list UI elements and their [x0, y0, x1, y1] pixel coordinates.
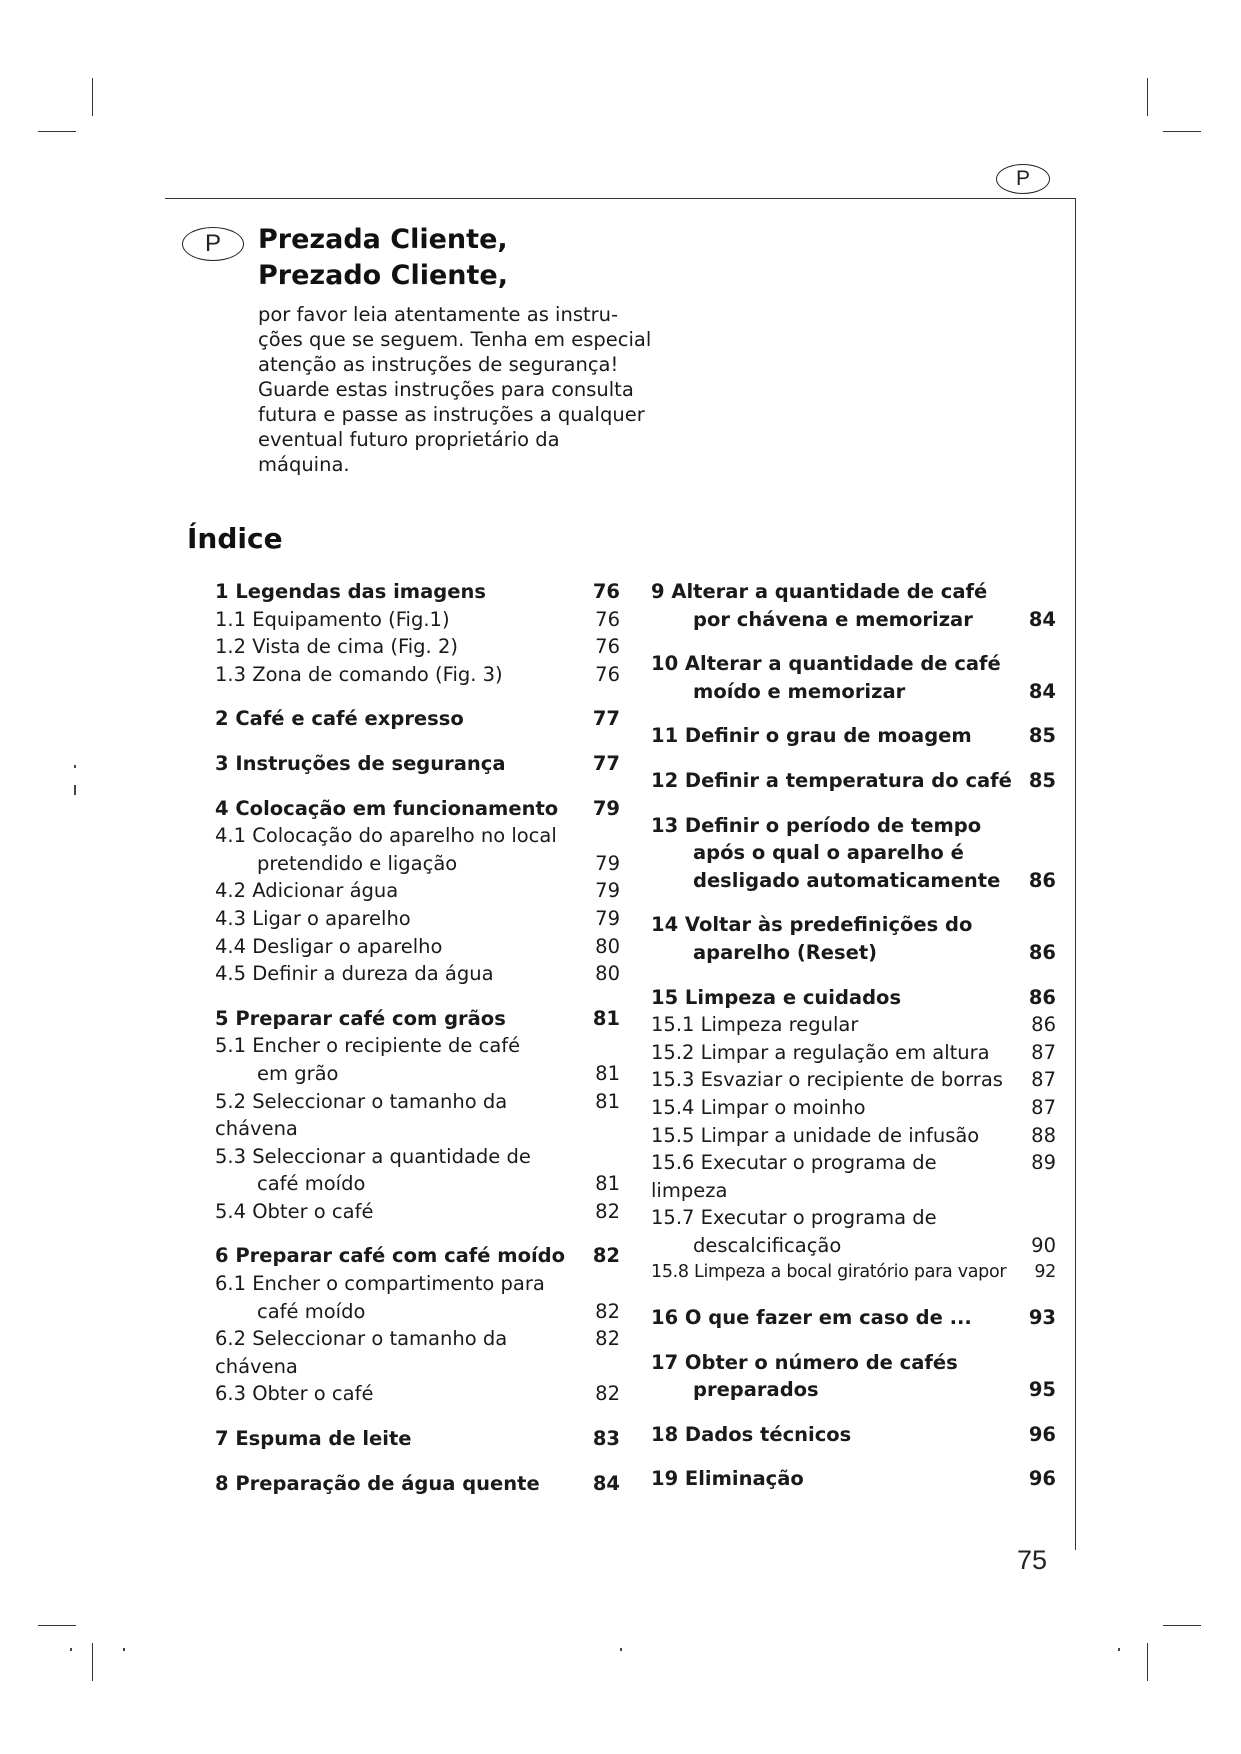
toc-page-number: 76: [592, 580, 620, 603]
toc-heading-entry[interactable]: [651, 578, 1056, 606]
toc-entry-label: 4.5 Definir a dureza da água: [215, 962, 494, 986]
toc-entry-label: 12 Definir a temperatura do café: [651, 768, 1012, 792]
toc-right-column: [651, 578, 1056, 1510]
crop-dot: [74, 765, 76, 768]
crop-mark: [92, 1643, 93, 1681]
toc-page-number: 79: [595, 851, 620, 875]
toc-page-number: 89: [1031, 1151, 1056, 1175]
toc-page-number: 79: [595, 879, 620, 903]
toc-entry-label: [651, 939, 1016, 967]
toc-heading-entry[interactable]: [215, 795, 620, 823]
toc-entry-label: 4.3 Ligar o aparelho: [215, 906, 411, 930]
toc-entry-label: 17 Obter o número de cafés: [651, 1350, 958, 1374]
toc-section: [651, 911, 1056, 966]
toc-entry-label: 4 Colocação em funcionamento: [215, 796, 559, 820]
toc-page-number: 81: [595, 1172, 620, 1196]
toc-page-number: 96: [1028, 1467, 1056, 1491]
toc-entry[interactable]: [215, 1060, 620, 1088]
toc-entry-label: [651, 839, 1016, 867]
toc-entry-label: 5.1 Encher o recipiente de café: [215, 1034, 521, 1058]
toc-entry-label: 16 O que fazer em caso de ...: [651, 1306, 972, 1330]
toc-entry-label: [651, 1232, 1016, 1260]
toc-entry-label: 4.4 Desligar o aparelho: [215, 934, 443, 958]
crop-mark: [1147, 1643, 1148, 1681]
toc-entry[interactable]: [651, 1122, 1056, 1150]
toc-section: [215, 795, 620, 988]
toc-page-number: 82: [595, 1199, 620, 1223]
toc-page-number: 76: [595, 607, 620, 631]
page-number: 75: [1017, 1545, 1048, 1575]
toc-entry-label: 10 Alterar a quantidade de café: [651, 652, 1001, 676]
toc-entry-continuation: por chávena e memorizar: [693, 607, 973, 631]
toc-entry-label: 5.3 Seleccionar a quantidade de: [215, 1144, 531, 1168]
toc-entry[interactable]: [215, 877, 620, 905]
toc-entry[interactable]: [215, 1170, 620, 1198]
toc-entry-label: 1 Legendas das imagens: [215, 580, 486, 603]
toc-entry-label: [215, 1060, 580, 1088]
toc-entry-label: 6.1 Encher o compartimento para: [215, 1272, 545, 1296]
toc-section: [651, 578, 1056, 633]
toc-entry[interactable]: [651, 1039, 1056, 1067]
toc-heading-entry[interactable]: [651, 1465, 1056, 1493]
toc-section: [215, 578, 620, 688]
toc-section: [215, 1005, 620, 1226]
toc-page-number: 88: [1031, 1123, 1056, 1147]
crop-dot: [1118, 1648, 1120, 1651]
intro-line: eventual futuro proprietário da: [258, 428, 560, 451]
toc-heading-entry[interactable]: [651, 911, 1056, 939]
toc-entry[interactable]: [651, 1232, 1056, 1260]
toc-heading-entry[interactable]: [651, 606, 1056, 634]
toc-section: [651, 767, 1056, 795]
toc-entry[interactable]: [215, 661, 620, 689]
greeting-language-badge: P: [182, 227, 244, 261]
toc-page-number: 86: [1031, 1013, 1056, 1037]
toc-page-number: 76: [595, 635, 620, 659]
toc-entry-label: 13 Definir o período de tempo: [651, 813, 982, 837]
toc-entry-continuation: café moído: [257, 1299, 366, 1323]
crop-dot: [620, 1648, 622, 1651]
toc-entry-label: 15.5 Limpar a unidade de infusão: [651, 1123, 980, 1147]
toc-page-number: 87: [1031, 1068, 1056, 1092]
toc-entry-label: 5.2 Seleccionar o tamanho da chávena: [215, 1089, 508, 1141]
toc-page-number: 84: [1028, 607, 1056, 631]
toc-heading-entry[interactable]: [651, 678, 1056, 706]
toc-page-number: 86: [1028, 940, 1056, 964]
toc-heading-entry[interactable]: [215, 578, 620, 606]
toc-entry-label: 15.8 Limpeza a bocal giratório para vapor: [651, 1262, 1007, 1283]
toc-heading-entry[interactable]: [651, 1376, 1056, 1404]
toc-page-number: 85: [1028, 768, 1056, 792]
toc-heading-entry[interactable]: [651, 722, 1056, 750]
toc-page-number: 86: [1028, 868, 1056, 892]
toc-entry-label: 15.4 Limpar o moinho: [651, 1095, 866, 1119]
toc-section: [215, 1470, 620, 1498]
toc-entry[interactable]: [651, 1149, 1056, 1204]
toc-entry[interactable]: [215, 933, 620, 961]
toc-entry[interactable]: [215, 633, 620, 661]
toc-entry-label: [651, 678, 1016, 706]
toc-section: [651, 650, 1056, 705]
toc-entry-continuation: desligado automaticamente: [693, 868, 1001, 892]
index-title: Índice: [187, 522, 283, 555]
toc-entry[interactable]: [651, 1259, 1056, 1287]
toc-page-number: 80: [595, 934, 620, 958]
toc-left-column: [215, 578, 620, 1514]
toc-entry-continuation: aparelho (Reset): [693, 940, 878, 964]
toc-entry-label: 4.2 Adicionar água: [215, 879, 399, 903]
toc-page-number: 84: [1028, 679, 1056, 703]
toc-heading-entry[interactable]: [651, 812, 1056, 840]
greeting-title-line: Prezada Cliente,: [258, 224, 508, 255]
toc-entry-continuation: café moído: [257, 1172, 366, 1196]
toc-page-number: 81: [595, 1061, 620, 1085]
toc-section: [651, 812, 1056, 895]
toc-entry[interactable]: [215, 1380, 620, 1408]
crop-dot: [123, 1648, 125, 1651]
toc-section: [651, 984, 1056, 1288]
toc-entry[interactable]: [215, 1088, 620, 1143]
toc-page-number: 82: [595, 1382, 620, 1406]
toc-entry-label: 6 Preparar café com café moído: [215, 1244, 566, 1268]
toc-entry[interactable]: [215, 1325, 620, 1380]
toc-page-number: 79: [592, 796, 620, 820]
intro-line: ções que se seguem. Tenha em especial: [258, 328, 652, 351]
toc-page-number: 82: [595, 1299, 620, 1323]
toc-entry-label: 11 Definir o grau de moagem: [651, 724, 972, 748]
toc-page-number: 85: [1028, 724, 1056, 748]
toc-entry-label: 15.2 Limpar a regulação em altura: [651, 1040, 990, 1064]
toc-section: [651, 1421, 1056, 1449]
toc-entry-label: 4.1 Colocação do aparelho no local: [215, 824, 557, 848]
toc-entry[interactable]: [215, 1270, 620, 1298]
toc-heading-entry[interactable]: [215, 1425, 620, 1453]
toc-entry[interactable]: [651, 1204, 1056, 1232]
toc-entry-continuation: moído e memorizar: [693, 679, 906, 703]
toc-entry[interactable]: [651, 1011, 1056, 1039]
toc-page-number: 82: [595, 1327, 620, 1351]
toc-page-number: 82: [592, 1244, 620, 1268]
greeting-title-line: Prezado Cliente,: [258, 260, 508, 291]
toc-section: [651, 722, 1056, 750]
toc-page-number: 76: [595, 662, 620, 686]
toc-entry-continuation: em grão: [257, 1061, 339, 1085]
toc-heading-entry[interactable]: [215, 1242, 620, 1270]
toc-page-number: 86: [1028, 985, 1056, 1009]
toc-page-number: 96: [1028, 1422, 1056, 1446]
toc-page-number: 93: [1028, 1306, 1056, 1330]
intro-line: futura e passe as instruções a qualquer: [258, 403, 645, 426]
toc-section: [215, 1425, 620, 1453]
toc-page-number: 79: [595, 906, 620, 930]
toc-entry-label: 6.2 Seleccionar o tamanho da chávena: [215, 1327, 508, 1378]
toc-page-number: 77: [592, 707, 620, 731]
toc-entry-label: 5.4 Obter o café: [215, 1199, 374, 1223]
crop-mark: [38, 131, 76, 132]
toc-entry-label: 9 Alterar a quantidade de café: [651, 580, 988, 603]
toc-entry[interactable]: [215, 1298, 620, 1326]
intro-line: Guarde estas instruções para consulta: [258, 378, 634, 401]
toc-entry[interactable]: [651, 1066, 1056, 1094]
toc-entry-label: 1.3 Zona de comando (Fig. 3): [215, 662, 503, 686]
toc-heading-entry[interactable]: [651, 1349, 1056, 1377]
toc-entry[interactable]: [215, 960, 620, 988]
toc-page-number: 84: [592, 1471, 620, 1495]
intro-paragraph: [258, 302, 678, 477]
toc-entry[interactable]: [215, 905, 620, 933]
toc-entry-label: 19 Eliminação: [651, 1467, 804, 1491]
toc-heading-entry[interactable]: [651, 939, 1056, 967]
intro-line: atenção as instruções de segurança!: [258, 353, 619, 376]
toc-entry-label: [651, 606, 1016, 634]
toc-heading-entry[interactable]: [215, 750, 620, 778]
toc-entry-continuation: pretendido e ligação: [257, 851, 458, 875]
toc-section: [651, 1304, 1056, 1332]
language-badge: P: [996, 164, 1050, 194]
toc-entry-continuation: descalcificação: [693, 1233, 842, 1257]
toc-entry-label: 18 Dados técnicos: [651, 1422, 852, 1446]
toc-entry-label: 15.3 Esvaziar o recipiente de borras: [651, 1068, 1003, 1092]
toc-entry-label: 1.2 Vista de cima (Fig. 2): [215, 635, 458, 659]
toc-entry[interactable]: [651, 1094, 1056, 1122]
toc-entry-label: 8 Preparação de água quente: [215, 1471, 540, 1495]
toc-heading-entry[interactable]: [651, 839, 1056, 867]
intro-line: por favor leia atentamente as instru-: [258, 303, 619, 326]
crop-mark: [1163, 131, 1201, 132]
toc-heading-entry[interactable]: [215, 705, 620, 733]
toc-entry-label: 5 Preparar café com grãos: [215, 1006, 506, 1030]
toc-entry-label: [215, 1298, 580, 1326]
toc-entry-label: [215, 1170, 580, 1198]
toc-entry-label: 7 Espuma de leite: [215, 1427, 412, 1451]
header-rule: [165, 198, 1075, 199]
toc-page-number: 92: [1034, 1262, 1056, 1283]
toc-section: [215, 750, 620, 778]
toc-page-number: 95: [1028, 1378, 1056, 1402]
toc-page-number: 77: [592, 751, 620, 775]
toc-entry-label: [651, 1376, 1016, 1404]
toc-section: [215, 1242, 620, 1408]
toc-entry[interactable]: [215, 606, 620, 634]
toc-entry-label: 6.3 Obter o café: [215, 1382, 374, 1406]
toc-heading-entry[interactable]: [651, 767, 1056, 795]
toc-heading-entry[interactable]: [651, 984, 1056, 1012]
toc-entry-label: 3 Instruções de segurança: [215, 751, 506, 775]
toc-entry-label: [215, 850, 580, 878]
toc-entry-label: 2 Café e café expresso: [215, 707, 464, 731]
toc-page-number: 81: [592, 1006, 620, 1030]
toc-page-number: 90: [1031, 1233, 1056, 1257]
crop-dot: [74, 785, 76, 795]
toc-entry-label: 15.1 Limpeza regular: [651, 1013, 859, 1037]
toc-entry[interactable]: [215, 822, 620, 850]
toc-entry-label: [651, 867, 1016, 895]
toc-entry[interactable]: [215, 850, 620, 878]
intro-line: máquina.: [258, 453, 350, 476]
crop-mark: [1147, 78, 1148, 116]
toc-page-number: 83: [592, 1427, 620, 1451]
toc-entry[interactable]: [215, 1032, 620, 1060]
toc-heading-entry[interactable]: [215, 1005, 620, 1033]
toc-page-number: 80: [595, 962, 620, 986]
toc-entry-label: 1.1 Equipamento (Fig.1): [215, 607, 450, 631]
toc-section: [651, 1465, 1056, 1493]
toc-heading-entry[interactable]: [651, 1421, 1056, 1449]
right-margin-rule: [1075, 198, 1076, 1550]
toc-entry-continuation: após o qual o aparelho é: [693, 841, 964, 865]
toc-section: [215, 705, 620, 733]
toc-entry[interactable]: [215, 1198, 620, 1226]
toc-page-number: 81: [595, 1089, 620, 1113]
toc-entry-label: 15.6 Executar o programa de limpeza: [651, 1151, 937, 1202]
crop-dot: [70, 1648, 72, 1651]
toc-heading-entry[interactable]: [651, 1304, 1056, 1332]
crop-mark: [92, 78, 93, 116]
toc-section: [651, 1349, 1056, 1404]
crop-mark: [1163, 1625, 1201, 1626]
toc-page-number: 87: [1031, 1095, 1056, 1119]
toc-heading-entry[interactable]: [215, 1470, 620, 1498]
crop-mark: [38, 1625, 76, 1626]
toc-entry[interactable]: [215, 1143, 620, 1171]
toc-entry-label: 14 Voltar às predefinições do: [651, 913, 973, 937]
toc-heading-entry[interactable]: [651, 650, 1056, 678]
greeting-title: [258, 222, 508, 294]
toc-entry-label: 15.7 Executar o programa de: [651, 1206, 937, 1230]
toc-heading-entry[interactable]: [651, 867, 1056, 895]
toc-entry-label: 15 Limpeza e cuidados: [651, 985, 902, 1009]
toc-page-number: 87: [1031, 1040, 1056, 1064]
toc-entry-continuation: preparados: [693, 1378, 819, 1402]
